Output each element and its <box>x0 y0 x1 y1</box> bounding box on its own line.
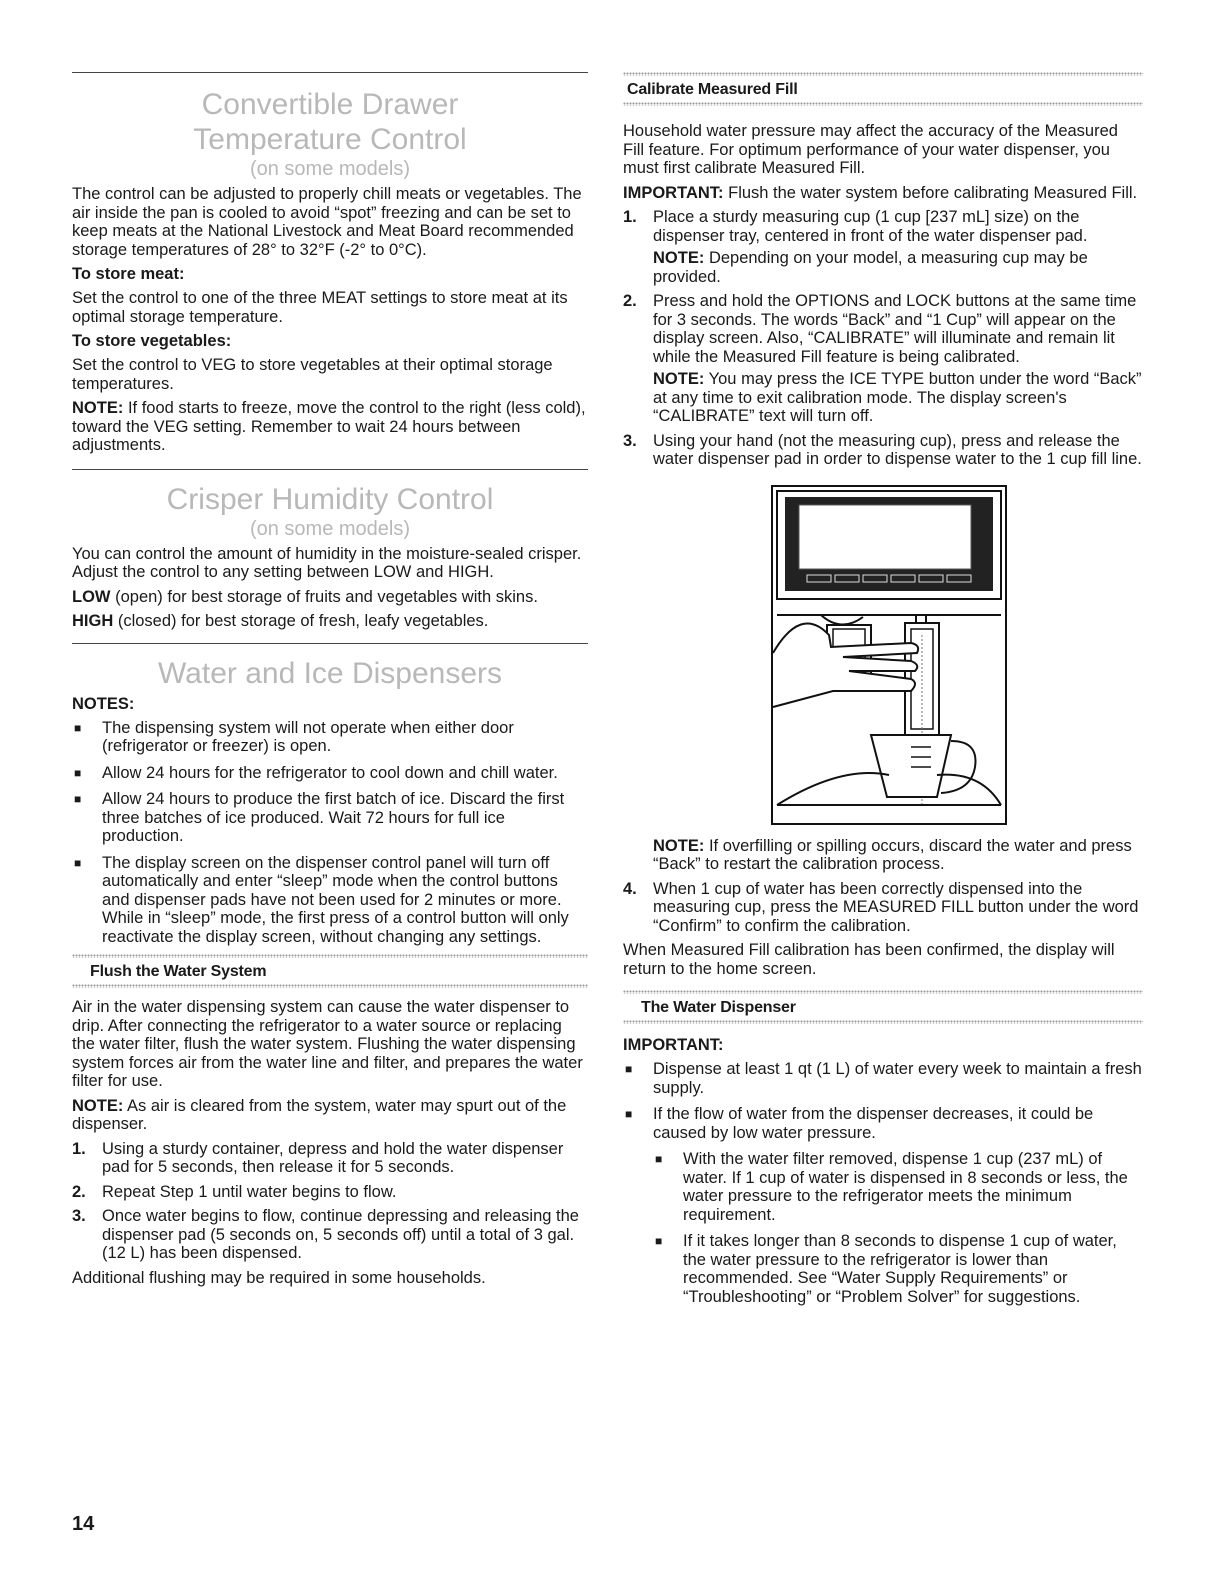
step-item <box>72 1207 588 1263</box>
water-dispenser-list <box>623 1060 1143 1306</box>
sub-list-item: ■ If it takes longer than 8 seconds to dispense 1 cup of water, the water pressure to the refrigerator is lower than recommended. See “Water Supply Requirements” or “Troubleshooting” or “Problem Solver” for suggestions. <box>653 1232 1143 1306</box>
step-text: Press and hold the OPTIONS and LOCK buttons at the same time for 3 seconds. The words “Back” and “1 Cup” will appear on the display screen. Also, “CALIBRATE” will illuminate and remain lit while the Measured Fill feature is being calibrated. <box>653 292 1137 366</box>
store-meat-text: Set the control to one of the three MEAT settings to store meat at its optimal storage temperature. <box>72 289 568 326</box>
dispensers-title: Water and Ice Dispensers <box>157 656 503 690</box>
left-column <box>72 72 588 1293</box>
note-text: If overfilling or spilling occurs, discard the water and press “Back” to restart the calibration process. <box>653 836 1132 873</box>
store-vegetables-text: Set the control to VEG to store vegetables at their optimal storage temperatures. <box>72 356 553 393</box>
important-label: IMPORTANT: <box>623 1036 724 1054</box>
store-meat-heading: To store meat: <box>72 265 185 283</box>
store-vegetables-heading: To store vegetables: <box>72 332 232 350</box>
sub-list <box>653 1150 1143 1306</box>
water-dispenser-heading: The Water Dispenser <box>641 999 796 1016</box>
step-text: Using a sturdy container, depress and hold the water dispenser pad for 5 seconds, then release it for 5 seconds. <box>102 1139 564 1176</box>
sub-list-item: ■ With the water filter removed, dispense 1 cup (237 mL) of water. If 1 cup of water is dispensed in 8 seconds or less, the water pressure to the refrigerator meets the minimum requirement. <box>653 1150 1143 1224</box>
step-item <box>72 1140 588 1177</box>
step-text: Repeat Step 1 until water begins to flow. <box>102 1182 397 1201</box>
crisper-subtitle: (on some models) <box>249 517 411 540</box>
calibrate-steps <box>623 208 1143 469</box>
step-number: 2. <box>72 1182 86 1201</box>
step-number: 3. <box>623 431 637 450</box>
flush-heading: Flush the Water System <box>90 963 267 980</box>
step-item <box>623 432 1143 469</box>
important-text: Flush the water system before calibrating Measured Fill. <box>728 183 1138 202</box>
step-number: 4. <box>623 879 637 898</box>
step-text: Once water begins to flow, continue depressing and releasing the dispenser pad (5 seconds on, 5 seconds off) until a total of 3 gal. (12 L) has been dispensed. <box>102 1207 579 1262</box>
note-label: NOTE: <box>653 836 705 855</box>
crisper-title: Crisper Humidity Control <box>166 482 494 516</box>
note-text: Depending on your model, a measuring cup may be provided. <box>653 249 1088 286</box>
list-item: ■ The display screen on the dispenser control panel will turn off automatically and enter “sleep” mode when the control buttons and dispenser pads have not been used for 2 minutes or more. While in “sleep” mode, the first press of a control button will only reactivate the display screen, without changing any settings. <box>72 854 588 947</box>
crisper-low <box>72 588 588 607</box>
flush-closing: Additional flushing may be required in some households. <box>72 1268 486 1287</box>
calibrate-important <box>623 184 1143 203</box>
flush-note <box>72 1097 588 1134</box>
step-text: Place a sturdy measuring cup (1 cup [237 mL] size) on the dispenser tray, centered in front of the water dispenser pad. <box>653 208 1088 245</box>
convertible-intro: The control can be adjusted to properly chill meats or vegetables. The air inside the pan is cooled to avoid “spot” freezing and can be set to keep meats at the National Livestock and Meat Board recommended storage temperatures of 28° to 32°F (-2° to 0°C). <box>72 185 582 259</box>
calibrate-closing: When Measured Fill calibration has been confirmed, the display will return to the home screen. <box>623 941 1115 978</box>
notes-label: NOTES: <box>72 694 135 713</box>
step-number: 1. <box>623 208 637 226</box>
step-text: Using your hand (not the measuring cup), press and release the water dispenser pad in order to dispense water to the 1 cup fill line. <box>653 431 1142 468</box>
right-column <box>623 72 1143 1314</box>
list-item: ■ Dispense at least 1 qt (1 L) of water every week to maintain a fresh supply. <box>623 1060 1143 1097</box>
note-label: NOTE: <box>653 249 705 267</box>
note-label: NOTE: <box>72 399 124 417</box>
notes-list <box>72 719 588 947</box>
note-text: You may press the ICE TYPE button under the word “Back” at any time to exit calibration mode. The display screen's “CALIBRATE” text will turn off. <box>653 370 1142 425</box>
convertible-title-line2: Temperature Control <box>193 123 467 156</box>
flush-steps <box>72 1140 588 1263</box>
high-text: (closed) for best storage of fresh, leafy vegetables. <box>117 612 489 630</box>
convertible-title-line1: Convertible Drawer <box>201 88 459 121</box>
important-label: IMPORTANT: <box>623 183 724 202</box>
list-item: ■ The dispensing system will not operate when either door (refrigerator or freezer) is open. <box>72 719 588 756</box>
low-label: LOW <box>72 587 111 606</box>
calibrate-steps-continued <box>623 880 1143 936</box>
step-note <box>653 249 1143 286</box>
list-item <box>623 1105 1143 1306</box>
step-item <box>72 1183 588 1202</box>
note-label: NOTE: <box>653 370 705 388</box>
dotted-rule <box>623 1020 1143 1024</box>
calibrate-intro: Household water pressure may affect the accuracy of the Measured Fill feature. For optimum performance of your water dispenser, you must first calibrate Measured Fill. <box>623 122 1118 177</box>
note-label: NOTE: <box>72 1096 124 1115</box>
step-number: 3. <box>72 1207 86 1225</box>
step-note <box>653 370 1143 426</box>
dispenser-illustration <box>771 485 1007 825</box>
convertible-note <box>72 399 588 455</box>
flush-intro: Air in the water dispensing system can cause the water dispenser to drip. After connecting the refrigerator to a water source or replacing the water filter, flush the water system. Flushing the water dispensing system forces air from the water line and filter, and prepares the water filter for use. <box>72 998 583 1090</box>
dotted-rule <box>623 102 1143 106</box>
low-text: (open) for best storage of fruits and vegetables with skins. <box>115 587 538 606</box>
high-label: HIGH <box>72 612 114 630</box>
list-item-text: If the flow of water from the dispenser decreases, it could be caused by low water pressure. <box>653 1105 1094 1142</box>
step-number: 2. <box>623 292 637 310</box>
list-item: ■ Allow 24 hours to produce the first batch of ice. Discard the first three batches of ice produced. Wait 72 hours for full ice production. <box>72 790 588 846</box>
calibrate-after-note <box>623 837 1143 874</box>
convertible-subtitle: (on some models) <box>249 158 411 180</box>
step-item <box>623 292 1143 426</box>
crisper-high <box>72 612 588 631</box>
step-item <box>623 880 1143 936</box>
step-number: 1. <box>72 1139 86 1158</box>
crisper-intro: You can control the amount of humidity in the moisture-sealed crisper. Adjust the control to any setting between LOW and HIGH. <box>72 544 582 581</box>
list-item: ■ Allow 24 hours for the refrigerator to cool down and chill water. <box>72 764 588 783</box>
page-number: 14 <box>72 1513 95 1535</box>
dotted-rule <box>72 984 588 988</box>
note-text: If food starts to freeze, move the control to the right (less cold), toward the VEG setting. Remember to wait 24 hours between adjustments. <box>72 399 586 454</box>
step-text: When 1 cup of water has been correctly dispensed into the measuring cup, press the MEASURED FILL button under the word “Confirm” to confirm the calibration. <box>653 879 1139 935</box>
step-item <box>623 208 1143 286</box>
calibrate-heading: Calibrate Measured Fill <box>627 81 798 98</box>
note-text: As air is cleared from the system, water may spurt out of the dispenser. <box>72 1096 567 1133</box>
